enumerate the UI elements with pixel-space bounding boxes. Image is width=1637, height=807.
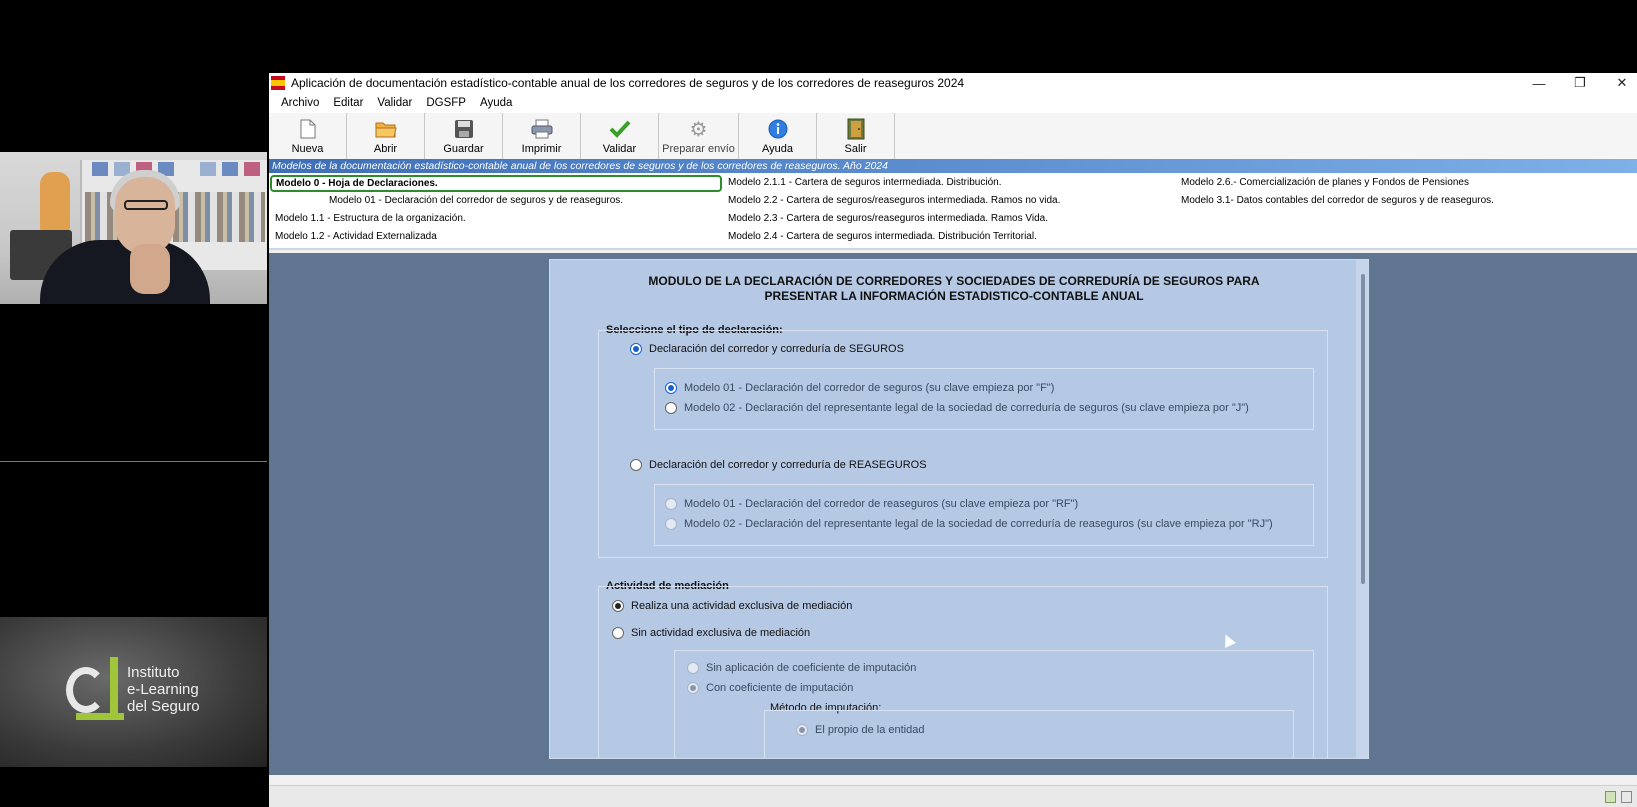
nueva-button[interactable]: Nueva bbox=[269, 113, 347, 159]
radio-seguros[interactable]: Declaración del corredor y correduría de SEGUROS bbox=[630, 343, 904, 355]
menu-archivo[interactable]: Archivo bbox=[281, 97, 320, 109]
model-1-2-link[interactable]: Modelo 1.2 - Actividad Externalizada bbox=[275, 231, 437, 242]
radio-reaseguros[interactable]: Declaración del corredor y correduría de REASEGUROS bbox=[630, 459, 927, 471]
validar-button[interactable]: Validar bbox=[581, 113, 659, 159]
menu-editar[interactable]: Editar bbox=[333, 97, 364, 109]
models-header: Modelos de la documentación estadístico-contable anual de los corredores de seguros y de los corredores de reaseguros. Año 2024 bbox=[269, 159, 1637, 173]
checkmark-icon bbox=[609, 118, 631, 140]
radio-seguros-dot[interactable] bbox=[630, 343, 642, 355]
radio-seguros-m02[interactable]: Modelo 02 - Declaración del representante legal de la sociedad de correduría de seguros (su clave empieza por "J") bbox=[665, 402, 1249, 414]
minimize-button[interactable]: — bbox=[1532, 75, 1546, 91]
radio-reaseguros-m01[interactable]: Modelo 01 - Declaración del corredor de reaseguros (su clave empieza por "RF") bbox=[665, 498, 1078, 510]
logo-line-1: Instituto bbox=[127, 664, 180, 681]
radio-exclusiva[interactable]: Realiza una actividad exclusiva de mediación bbox=[612, 600, 852, 612]
model-2-2-link[interactable]: Modelo 2.2 - Cartera de seguros/reaseguros intermediada. Ramos no vida. bbox=[728, 195, 1061, 206]
scroll-thumb[interactable] bbox=[1361, 274, 1365, 584]
status-document-icon bbox=[1605, 791, 1616, 803]
preparar-envio-button[interactable]: ⚙ Preparar envío bbox=[659, 113, 739, 159]
status-window-icon bbox=[1621, 791, 1632, 803]
seguros-subgroup bbox=[654, 368, 1314, 430]
menu-bar bbox=[269, 93, 1637, 113]
video-sidebar bbox=[0, 0, 267, 807]
el-logo-icon bbox=[66, 657, 124, 725]
radio-propio[interactable]: El propio de la entidad bbox=[796, 724, 924, 736]
salir-button[interactable]: Salir bbox=[817, 113, 895, 159]
menu-validar[interactable]: Validar bbox=[377, 97, 413, 109]
logo-line-3: del Seguro bbox=[127, 698, 200, 715]
close-button[interactable]: ✕ bbox=[1616, 75, 1628, 90]
models-list bbox=[269, 173, 1637, 250]
declaration-form bbox=[549, 259, 1369, 759]
radio-con-coeficiente[interactable]: Con coeficiente de imputación bbox=[687, 682, 853, 694]
form-title: MODULO DE LA DECLARACIÓN DE CORREDORES Y SOCIEDADES DE CORREDURÍA DE SEGUROS PARA PRESENTAR LA INFORMACIÓN ESTADISTICO-CONTABLE ANUAL bbox=[648, 274, 1260, 303]
status-bar bbox=[269, 785, 1637, 807]
metodo-label: Método de imputación: bbox=[770, 702, 882, 714]
webcam-video bbox=[0, 152, 267, 304]
institute-logo bbox=[0, 617, 267, 767]
menu-ayuda[interactable]: Ayuda bbox=[479, 97, 513, 109]
printer-icon bbox=[531, 118, 553, 140]
toolbar bbox=[269, 113, 1637, 160]
reaseguros-subgroup bbox=[654, 484, 1314, 546]
model-2-1-1-link[interactable]: Modelo 2.1.1 - Cartera de seguros intermediada. Distribución. bbox=[728, 177, 1002, 188]
new-document-icon bbox=[297, 118, 319, 140]
radio-sin-coeficiente[interactable]: Sin aplicación de coeficiente de imputación bbox=[687, 662, 916, 674]
menu-dgsfp[interactable]: DGSFP bbox=[426, 97, 466, 109]
info-icon bbox=[767, 118, 789, 140]
model-3-1-link[interactable]: Modelo 3.1- Datos contables del corredor de seguros y de reaseguros. bbox=[1181, 195, 1494, 206]
imprimir-button[interactable]: Imprimir bbox=[503, 113, 581, 159]
app-window bbox=[269, 73, 1637, 807]
model-0-link[interactable]: Modelo 0 - Hoja de Declaraciones. bbox=[270, 175, 722, 192]
open-folder-icon bbox=[375, 118, 397, 140]
model-2-6-link[interactable]: Modelo 2.6.- Comercialización de planes y Fondos de Pensiones bbox=[1181, 177, 1469, 188]
window-title: Aplicación de documentación estadístico-contable anual de los corredores de seguros y de los corredores de reaseguros 2024 bbox=[291, 76, 965, 90]
ayuda-button[interactable]: Ayuda bbox=[739, 113, 817, 159]
gear-icon: ⚙ bbox=[689, 118, 708, 141]
radio-seguros-m01[interactable]: Modelo 01 - Declaración del corredor de seguros (su clave empieza por "F") bbox=[665, 382, 1054, 394]
spain-flag-icon bbox=[271, 76, 285, 90]
exit-door-icon bbox=[845, 118, 867, 140]
save-disk-icon bbox=[453, 118, 475, 140]
abrir-button[interactable]: Abrir bbox=[347, 113, 425, 159]
content-area bbox=[269, 253, 1637, 775]
model-1-1-link[interactable]: Modelo 1.1 - Estructura de la organización. bbox=[275, 213, 466, 224]
form-scrollbar[interactable] bbox=[1356, 260, 1368, 759]
logo-line-2: e-Learning bbox=[127, 681, 199, 698]
guardar-button[interactable]: Guardar bbox=[425, 113, 503, 159]
actividad-label: Actividad de mediación bbox=[606, 580, 729, 592]
tipo-declaracion-label: Seleccione el tipo de declaración: bbox=[606, 324, 783, 336]
model-01-link[interactable]: Modelo 01 - Declaración del corredor de seguros y de reaseguros. bbox=[329, 195, 624, 206]
radio-sin-exclusiva[interactable]: Sin actividad exclusiva de mediación bbox=[612, 627, 810, 639]
title-bar bbox=[269, 73, 1637, 93]
radio-reaseguros-m02[interactable]: Modelo 02 - Declaración del representante legal de la sociedad de correduría de reaseguros (su clave empieza por "RJ") bbox=[665, 518, 1273, 530]
restore-button[interactable]: ❐ bbox=[1574, 75, 1586, 90]
model-2-3-link[interactable]: Modelo 2.3 - Cartera de seguros/reaseguros intermediada. Ramos Vida. bbox=[728, 213, 1048, 224]
model-2-4-link[interactable]: Modelo 2.4 - Cartera de seguros intermediada. Distribución Territorial. bbox=[728, 231, 1037, 242]
